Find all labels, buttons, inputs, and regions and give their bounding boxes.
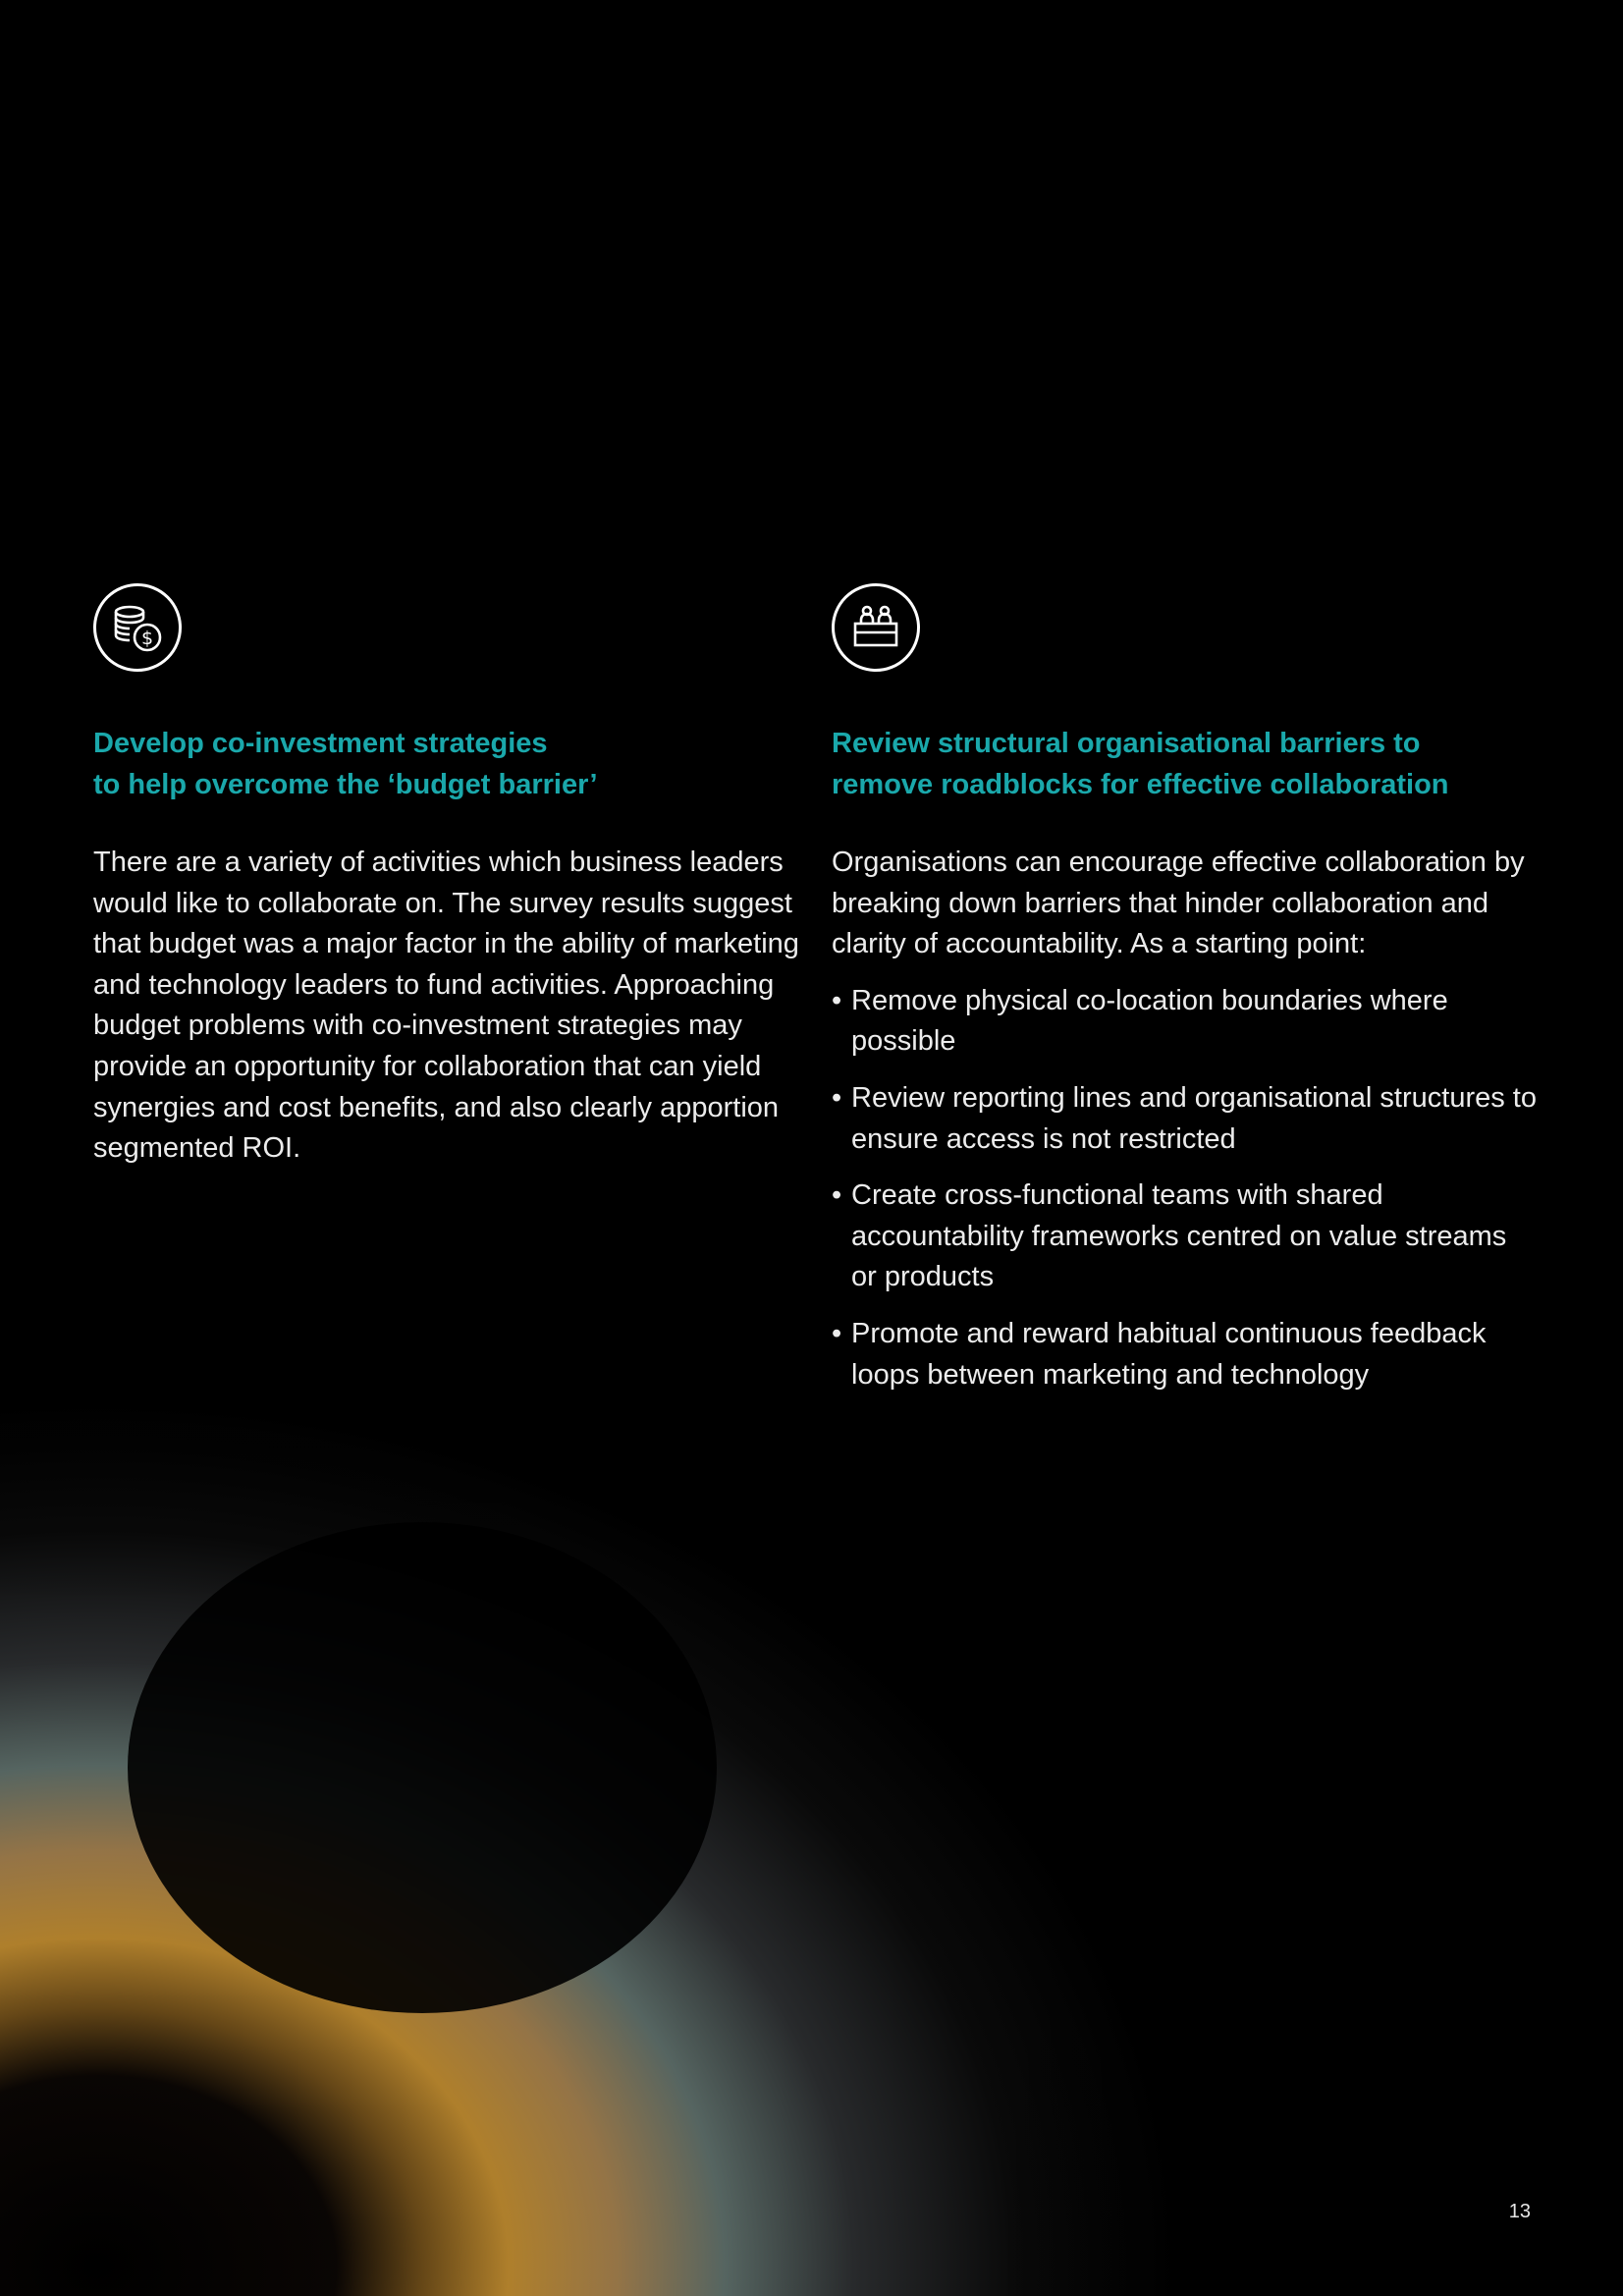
right-column <box>832 583 1539 1411</box>
coins-dollar-icon <box>93 583 182 672</box>
left-column <box>93 583 800 1170</box>
right-heading: Review structural organisational barriers to remove roadblocks for effective collaboration <box>832 728 1449 800</box>
list-item: • Promote and reward habitual continuous feedback loops between marketing and technology <box>832 1317 1487 1391</box>
bullet-text: Promote and reward habitual continuous feedback loops between marketing and technology <box>851 1317 1487 1391</box>
bullet-text: Create cross-functional teams with shared accountability frameworks centred on value streams or products <box>851 1179 1507 1293</box>
bullet-list <box>832 981 1539 1395</box>
page-number: 13 <box>1508 2201 1531 2222</box>
list-item: • Create cross-functional teams with shared accountability frameworks centred on value streams or products <box>832 1179 1507 1293</box>
svg-text:$: $ <box>140 628 154 649</box>
bullet-text: Remove physical co-location boundaries where possible <box>851 984 1448 1058</box>
list-item: • Review reporting lines and organisational structures to ensure access is not restricted <box>832 1081 1537 1155</box>
bullet-text: Review reporting lines and organisational structures to ensure access is not restricted <box>851 1081 1537 1155</box>
right-intro-text: Organisations can encourage effective collaboration by breaking down barriers that hinder collaboration and clarity of accountability. As a starting point: <box>832 847 1525 960</box>
list-item: • Remove physical co-location boundaries where possible <box>832 984 1448 1058</box>
left-body-text: There are a variety of activities which business leaders would like to collaborate on. The survey results suggest that budget was a major factor in the ability of marketing and technology leaders to fund activities. Approaching budget problems with co-investment strategies may provide an opportunity for collaboration that can yield synergies and cost benefits, and also clearly apportion segmented ROI. <box>93 847 799 1165</box>
left-heading: Develop co-investment strategies to help overcome the ‘budget barrier’ <box>93 728 598 800</box>
people-behind-desk-icon <box>832 583 920 672</box>
